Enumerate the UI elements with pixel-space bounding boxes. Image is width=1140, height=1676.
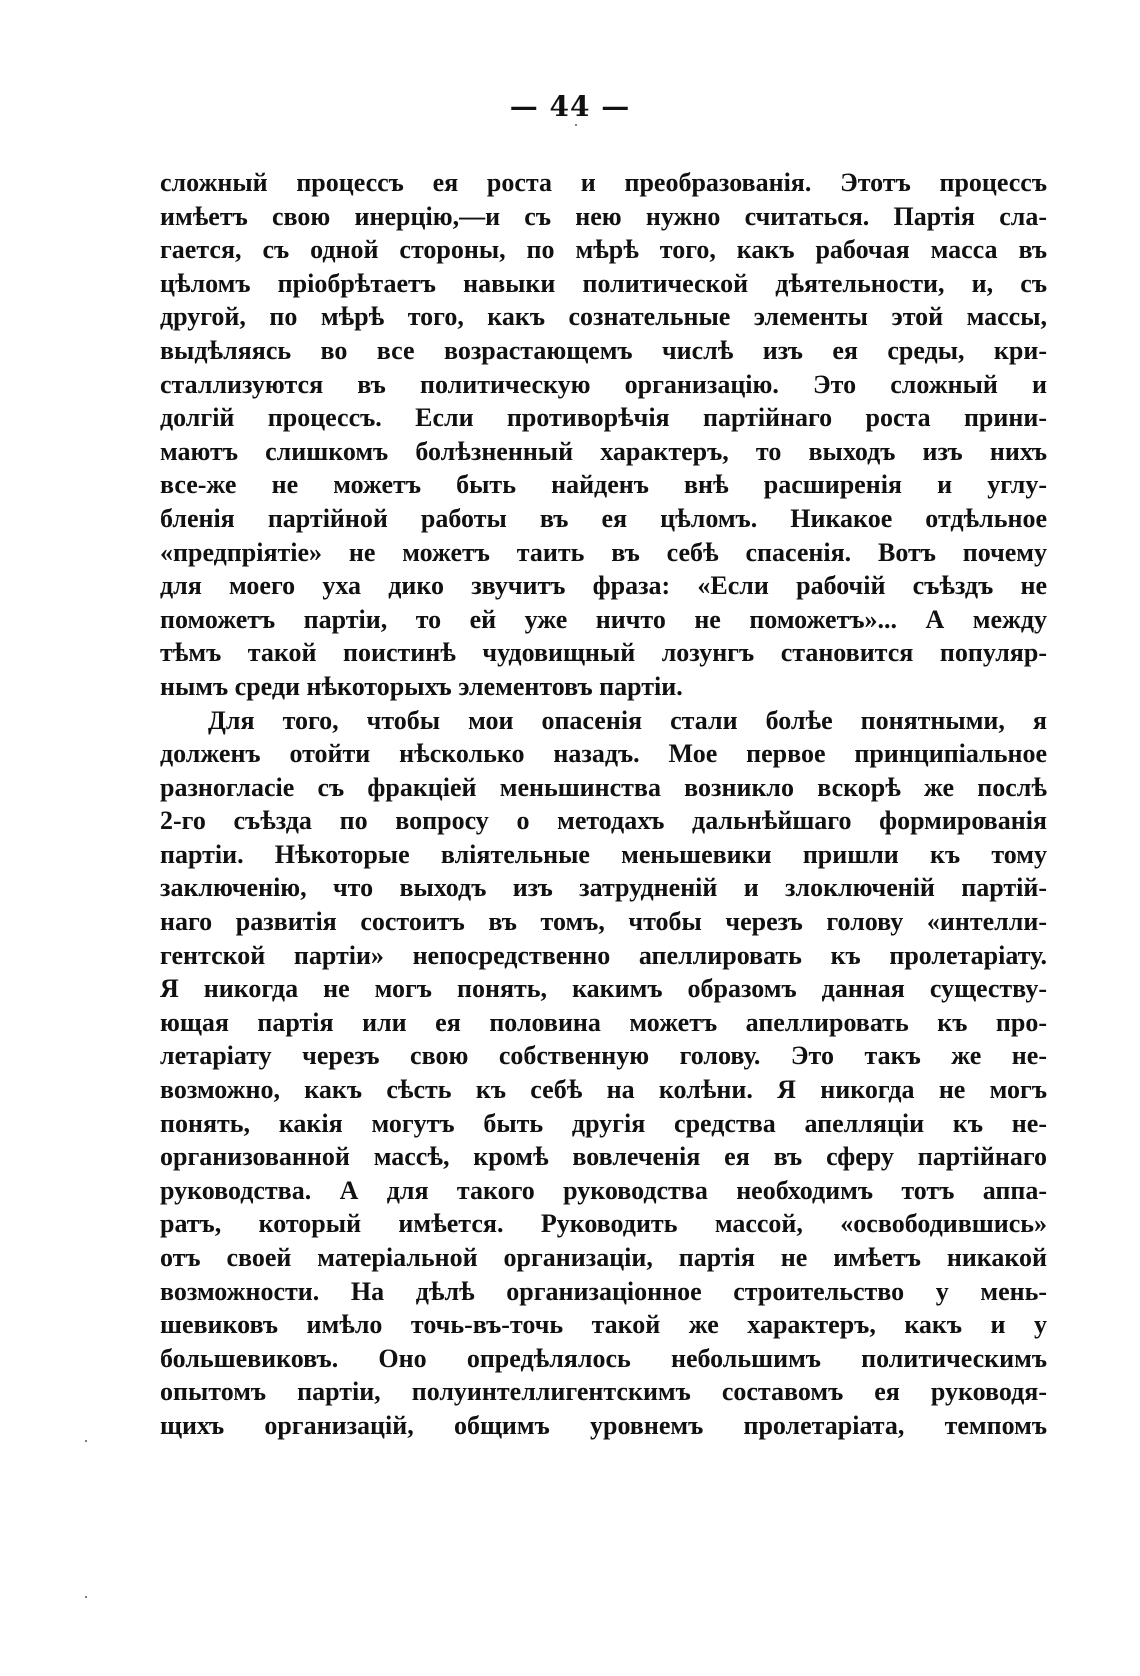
- text-line: возможности. На дѣлѣ организаціонное строительство у мень-: [160, 1276, 1047, 1306]
- text-line: гается, съ одной стороны, по мѣрѣ того, какъ рабочая масса въ: [160, 235, 1047, 265]
- text-line: отъ своей матеріальной организаціи, партія не имѣетъ никакой: [160, 1243, 1047, 1272]
- text-line: большевиковъ. Оно опредѣлялось небольшимъ политическимъ: [160, 1343, 1047, 1373]
- text-line: шевиковъ имѣло точь-въ-точь такой же характеръ, какъ и у: [160, 1310, 1047, 1340]
- text-line: тѣмъ такой поистинѣ чудовищный лозунгъ становится популяр-: [160, 638, 1047, 668]
- paragraph-1: [160, 166, 1047, 704]
- text-line: Я никогда не могъ понять, какимъ образомъ данная существу-: [160, 974, 1047, 1004]
- text-line: имѣетъ свою инерцію,—и съ нею нужно считаться. Партія сла-: [160, 201, 1047, 231]
- text-line: Для того, чтобы мои опасенія стали болѣе понятными, я: [208, 705, 1047, 735]
- text-line: для моего уха дико звучитъ фраза: «Если рабочій съѣздъ не: [160, 571, 1047, 601]
- page-number: — 44 —: [509, 90, 631, 123]
- text-line: организованной массѣ, кромѣ вовлеченія ея въ сферу партійнаго: [160, 1142, 1047, 1172]
- text-line: маютъ слишкомъ болѣзненный характеръ, то выходъ изъ нихъ: [160, 436, 1047, 466]
- text-line: понять, какія могутъ быть другія средства апелляціи къ не-: [160, 1108, 1047, 1138]
- text-line: ющая партія или ея половина можетъ апеллировать къ про-: [160, 1007, 1047, 1037]
- text-line: выдѣляясь во все возрастающемъ числѣ изъ ея среды, кри-: [160, 335, 1047, 365]
- text-line: долгій процессъ. Если противорѣчія партійнаго роста прини-: [160, 403, 1047, 433]
- text-line: нымъ среди нѣкоторыхъ элементовъ партіи.: [160, 671, 683, 701]
- body-text: [160, 166, 1047, 1443]
- text-line: щихъ организацій, общимъ уровнемъ пролетаріата, темпомъ: [160, 1410, 1047, 1440]
- text-line: цѣломъ пріобрѣтаетъ навыки политической дѣятельности, и, съ: [160, 268, 1047, 298]
- text-line: другой, по мѣрѣ того, какъ сознательные элементы этой массы,: [160, 302, 1047, 332]
- scan-speck: [575, 124, 577, 126]
- paragraph-2: [160, 704, 1047, 1443]
- text-line: долженъ отойти нѣсколько назадъ. Мое первое принципіальное: [160, 739, 1047, 769]
- text-line: возможно, какъ сѣсть къ себѣ на колѣни. Я никогда не могъ: [160, 1075, 1047, 1105]
- scan-speck: [85, 1596, 87, 1598]
- scan-speck: [85, 1440, 87, 1442]
- text-line: «предпріятіе» не можетъ таить въ себѣ спасенія. Вотъ почему: [160, 537, 1047, 567]
- text-line: бленія партійной работы въ ея цѣломъ. Никакое отдѣльное: [160, 503, 1047, 533]
- text-line: сложный процессъ ея роста и преобразованія. Этотъ процессъ: [160, 168, 1047, 197]
- text-line: заключенію, что выходъ изъ затрудненій и злоключеній партій-: [160, 873, 1047, 903]
- text-line: опытомъ партіи, полуинтеллигентскимъ составомъ ея руководя-: [160, 1377, 1047, 1407]
- text-line: гентской партіи» непосредственно апеллировать къ пролетаріату.: [160, 940, 1047, 970]
- text-line: все-же не можетъ быть найденъ внѣ расширенія и углу-: [160, 470, 1047, 500]
- text-line: разногласіе съ фракціей меньшинства возникло вскорѣ же послѣ: [160, 772, 1047, 802]
- text-line: поможетъ партіи, то ей уже ничто не поможетъ»... А между: [160, 604, 1047, 634]
- text-line: наго развитія состоитъ въ томъ, чтобы черезъ голову «интелли-: [160, 907, 1047, 937]
- text-line: летаріату черезъ свою собственную голову. Это такъ же не-: [160, 1041, 1047, 1071]
- text-line: партіи. Нѣкоторые вліятельные меньшевики пришли къ тому: [160, 839, 1047, 869]
- text-line: ратъ, который имѣется. Руководить массой, «освободившись»: [160, 1209, 1047, 1239]
- text-line: руководства. А для такого руководства необходимъ тотъ аппа-: [160, 1175, 1047, 1205]
- text-line: сталлизуются въ политическую организацію. Это сложный и: [160, 369, 1047, 399]
- text-line: 2-го съѣзда по вопросу о методахъ дальнѣйшаго формированія: [160, 806, 1047, 836]
